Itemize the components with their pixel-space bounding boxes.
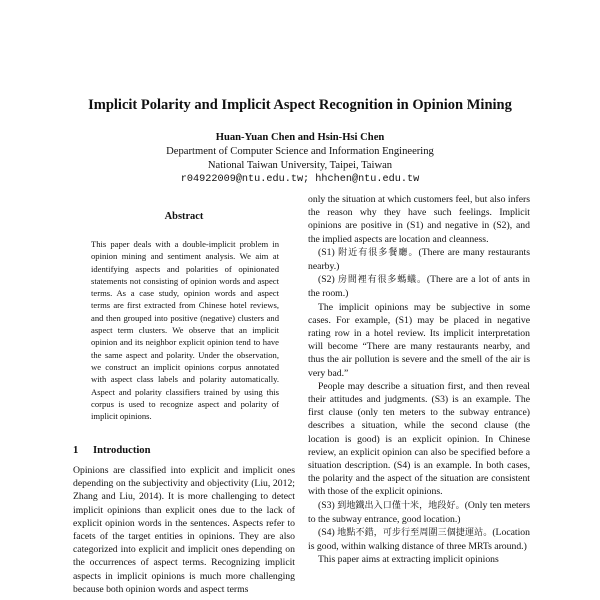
paper-authors: Huan-Yuan Chen and Hsin-Hsi Chen [215,132,385,143]
paragraph-subjective: The implicit opinions may be subjective in some cases. For example, (S1) may be placed in negative rating row in a hotel review. Its implicit interpretation will become “There are many restaurants nearby, and thus the air pollution is severe and the smell of the air is very bad.” [308,301,530,379]
abstract-text: This paper deals with a double-implicit problem in opinion mining and sentiment analysis. We aim at identifying aspects and polarities of opinionated statements not consisting of opinion words and aspect terms. As a case study, opinion words and aspect terms are first extracted from Chinese hotel reviews, and then grouped into positive (negative) clusters and aspect term clusters. We observe that an implicit opinion and its neighbor explicit opinion tend to have the same aspect and polarity. Under the observation, we construct an implicit opinions corpus annotated with aspect class labels and polarity automatically. Aspect and polarity classifiers trained by using this corpus is used to recognize aspect and polarity of implicit opinions. [91,239,279,422]
affiliation-department: Department of Computer Science and Information Engineering [166,146,434,157]
example-label: (S1) [318,246,335,258]
example-s1 [308,246,530,273]
introduction-text: Opinions are classified into explicit and implicit ones depending on the subjectivity and objectivity (Liu, 2012; Zhang and Liu, 2014). It is more challenging to detect implicit opinions than explicit ones due to the lack of explicit opinion words in the sentences. Aspects refer to facets of the target entities in opinions. They are also categorized into explicit and implicit ones depending on the occurrences of aspect terms. Recognizing implicit aspects in implicit opinions is much more challenging because both opinion words and aspect terms [73,465,295,595]
section-title: Introduction [93,445,151,456]
paper-title: Implicit Polarity and Implicit Aspect Recognition in Opinion Mining [88,97,512,113]
example-translation: (Only ten meters to the subway entrance, good location.) [308,499,530,525]
abstract-heading: Abstract [164,211,204,222]
example-chinese: 附近有很多餐廳。 [338,247,419,258]
example-translation: (Location is good, within walking distance of three MRTs around.) [308,527,530,553]
example-chinese: 房間裡有很多螞蟻。 [337,275,427,286]
example-chinese: 到地鐵出入口僅十米，地段好。 [337,500,465,511]
paragraph-situation: People may describe a situation first, and then reveal their attitudes and judgments. (S3) is an example. The first clause (only ten meters to the subway entrance) describes a situation, while the second clause (the location is good) is an explicit opinion. In Chinese review, an explicit opinion can also be specified before a situation description. (S4) is an example. In both cases, the polarity and the aspect of the situation are consistent with those of the explicit opinions. [308,380,530,498]
example-label: (S3) [318,499,335,511]
example-s2 [308,273,530,300]
paragraph-aim: This paper aims at extracting implicit opinions [318,554,499,566]
right-column [308,193,530,567]
example-translation: (There are many restaurants nearby.) [308,246,530,273]
affiliation-university: National Taiwan University, Taipei, Taiwan [207,160,393,171]
example-chinese: 地點不錯，可步行至周圍三個捷運站。 [337,528,493,539]
paragraph-continuation: only the situation at which customers feel, but also infers the reason why they have such feelings. Implicit opinions are positive in (S1) and negative in (S2), and the implied aspects are location and cleanness. [308,194,530,245]
example-s4 [308,526,530,553]
example-label: (S2) [318,274,335,286]
example-translation: (There are a lot of ants in the room.) [308,274,530,300]
example-label: (S4) [318,527,335,539]
section-heading-introduction [73,445,151,456]
section-number: 1 [73,445,79,456]
example-s3 [308,499,530,526]
author-emails: r04922009@ntu.edu.tw; hhchen@ntu.edu.tw [180,174,420,185]
